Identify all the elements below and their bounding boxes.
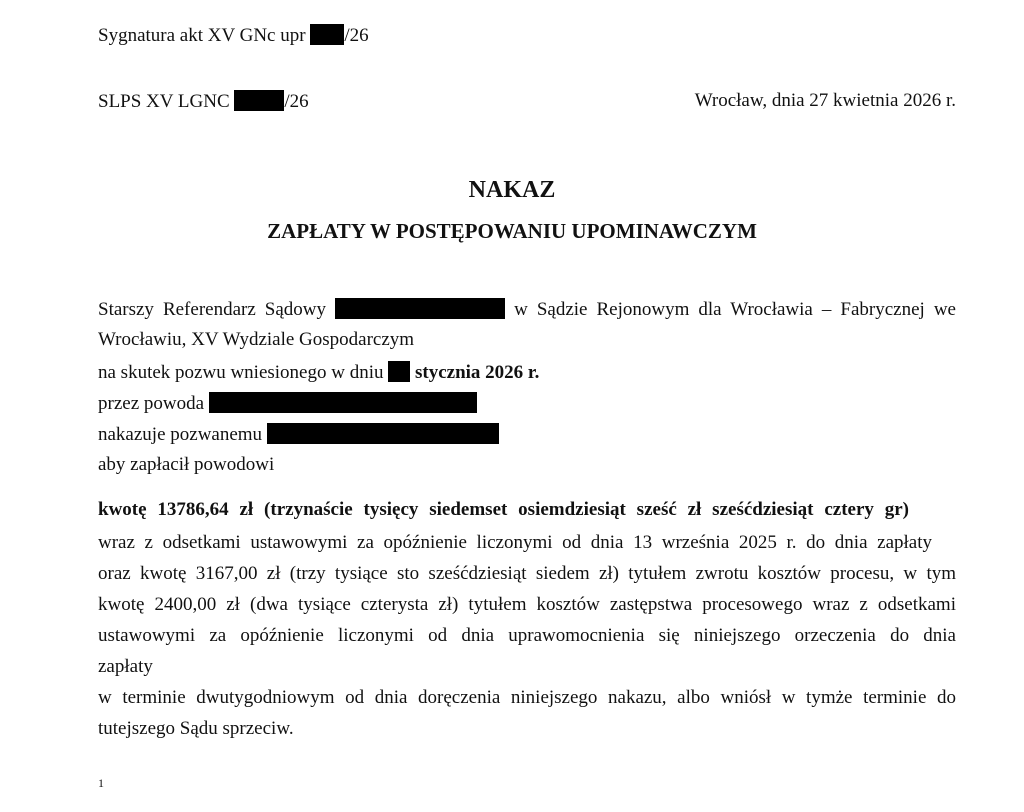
intro-line-3-start: na skutek pozwu wniesionego w dniu [98, 362, 389, 383]
intro-line-1 [98, 298, 956, 321]
intro-line-4 [98, 392, 477, 415]
redaction-block [335, 298, 505, 319]
body-line-5: ustawowymi za opóźnienie liczonymi od dnia uprawomocnienia się niniejszego orzeczenia do dnia [98, 625, 956, 646]
document-subtitle: ZAPŁATY W POSTĘPOWANIU UPOMINAWCZYM [267, 219, 757, 243]
intro-line-3-date: stycznia 2026 r. [414, 362, 540, 383]
case-signature-prefix: Sygnatura akt XV GNc upr [98, 25, 311, 46]
redaction-block [234, 90, 284, 111]
redaction-block [209, 392, 477, 413]
defendant-label: nakazuje pozwanemu [98, 424, 267, 445]
intro-line-2: Wrocławiu, XV Wydziale Gospodarczym [98, 329, 415, 350]
body-line-8: tutejszego Sądu sprzeciw. [98, 718, 294, 739]
plaintiff-label: przez powoda [98, 393, 209, 414]
redaction-block [388, 361, 410, 382]
amount-line: kwotę 13786,64 zł (trzynaście tysięcy siedemset osiemdziesiąt sześć zł sześćdziesiąt cztery gr) [98, 499, 909, 520]
redaction-block [267, 423, 499, 444]
slps-reference-prefix: SLPS XV LGNC [98, 91, 235, 112]
case-signature-suffix: /26 [344, 25, 369, 46]
body-line-3: oraz kwotę 3167,00 zł (trzy tysiące sto sześćdziesiąt siedem zł) tytułem zwrotu kosztów procesu, w tym [98, 563, 956, 584]
case-signature [98, 24, 369, 47]
body-line-4: kwotę 2400,00 zł (dwa tysiące czterysta zł) tytułem kosztów zastępstwa procesowego wraz z odsetkami [98, 594, 956, 615]
place-and-date: Wrocław, dnia 27 kwietnia 2026 r. [694, 90, 956, 111]
intro-line-1-start: Starszy Referendarz Sądowy [98, 299, 336, 320]
intro-line-5 [98, 423, 499, 446]
slps-reference-suffix: /26 [284, 91, 309, 112]
intro-line-3 [98, 361, 539, 384]
page-number: 1 [98, 776, 104, 790]
redaction-block [310, 24, 344, 45]
intro-line-1-end: w Sądzie Rejonowym dla Wrocławia – Fabrycznej we [514, 299, 956, 320]
body-line-2: wraz z odsetkami ustawowymi za opóźnienie liczonymi od dnia 13 września 2025 r. do dnia zapłaty [98, 532, 932, 553]
document-title: NAKAZ [468, 177, 556, 203]
body-line-6: zapłaty [98, 656, 153, 677]
body-line-7: w terminie dwutygodniowym od dnia doręczenia niniejszego nakazu, albo wniósł w tymże terminie do [98, 687, 956, 708]
slps-reference [98, 90, 309, 113]
intro-line-6: aby zapłacił powodowi [98, 454, 275, 475]
